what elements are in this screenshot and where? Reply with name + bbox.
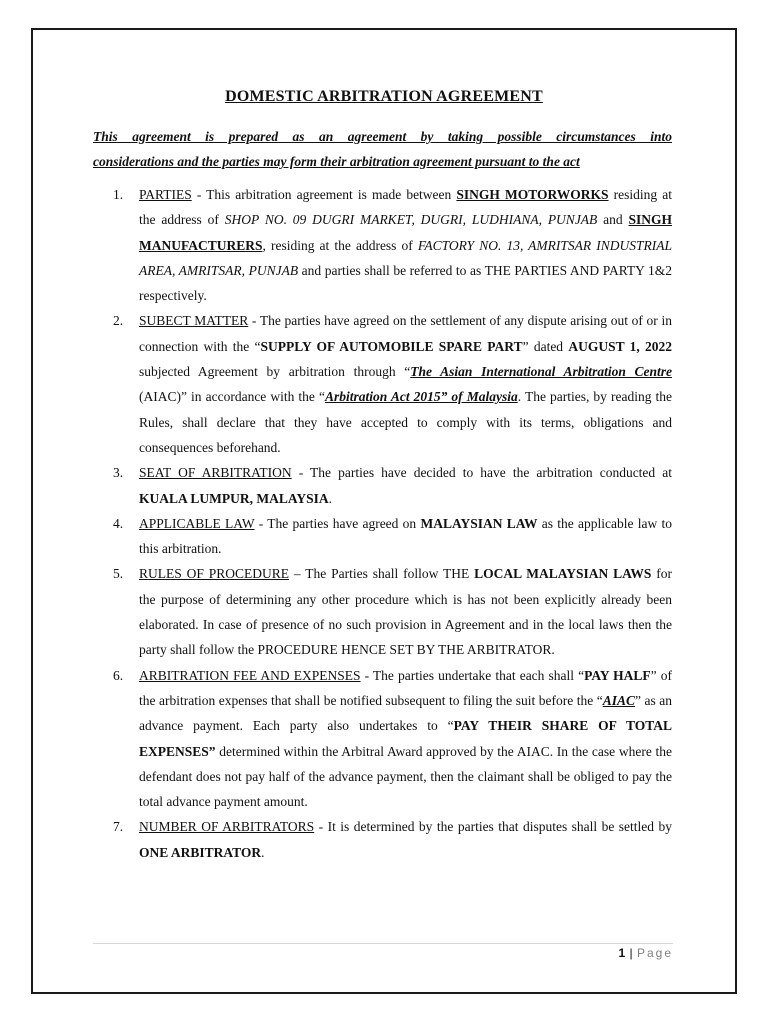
pay-share: PAY THEIR SHARE OF TOTAL EXPENSES”	[139, 718, 672, 759]
clause-text: - It is determined by the parties that disputes shall be settled by	[314, 819, 673, 835]
footer-divider	[93, 943, 673, 944]
page-label: Page	[636, 946, 673, 960]
clause-heading: RULES OF PROCEDURE	[139, 566, 290, 582]
clause-text: ” dated	[522, 338, 569, 354]
clause-number: 6.	[113, 667, 124, 683]
clause-text: residing at the address of	[139, 187, 672, 228]
clause-text: and parties shall be referred to as THE PARTIES AND PARTY 1&2 respectively.	[139, 262, 672, 304]
party-1-address: SHOP NO. 09 DUGRI MARKET, DUGRI, LUDHIANA, PUNJAB	[224, 212, 598, 228]
clause-number: 5.	[113, 566, 124, 582]
clause-text: and	[597, 212, 629, 228]
clause-text: - The parties undertake that each shall “	[360, 667, 585, 683]
clause-text: . The parties, by reading the Rules, shall declare that they have accepted to comply with its terms, obligations and consequences beforehand.	[139, 389, 673, 455]
clause-list	[104, 182, 672, 865]
document-subtitle	[93, 124, 672, 174]
clause-parties	[104, 182, 672, 308]
arbitrator-count: ONE ARBITRATOR	[139, 844, 262, 860]
agreement-date: AUGUST 1, 2022	[568, 338, 672, 354]
clause-text: ” of the arbitration expenses that shall be notified subsequent to filing the suit before the “	[139, 667, 672, 708]
arbitration-act: Arbitration Act 2015” of Malaysia	[324, 389, 518, 405]
clause-text: – The Parties shall follow THE	[289, 566, 475, 582]
applicable-law: MALAYSIAN LAW	[420, 515, 538, 531]
subtitle-line-2: considerations and the parties may form their arbitration agreement pursuant to the act	[93, 154, 580, 169]
clause-text: , residing at the address of	[262, 237, 418, 253]
clause-text: - The parties have agreed on the settlement of any dispute arising out of or in connection with the “	[139, 313, 672, 354]
arbitration-centre: The Asian International Arbitration Centre	[410, 364, 672, 380]
page-number: 1	[618, 946, 626, 960]
clause-text: (AIAC)” in accordance with the “	[139, 389, 325, 405]
clause-number: 3.	[113, 465, 124, 481]
clause-heading: NUMBER OF ARBITRATORS	[139, 819, 315, 835]
clause-text: - The parties have agreed on	[254, 515, 421, 531]
clause-number: 4.	[113, 515, 124, 531]
page-separator: |	[629, 946, 634, 960]
clause-applicable-law	[104, 511, 672, 562]
clause-heading: PARTIES	[139, 187, 192, 202]
subtitle-line-1: This agreement is prepared as an agreement by taking possible circumstances into	[93, 129, 672, 144]
clause-text: .	[328, 490, 333, 506]
clause-number: 2.	[113, 313, 124, 329]
subject-matter: SUPPLY OF AUTOMOBILE SPARE PART	[260, 338, 523, 354]
party-2-name: SINGH MANUFACTURERS	[139, 212, 672, 253]
clause-subject-matter	[104, 308, 672, 460]
clause-text: - The parties have decided to have the arbitration conducted at	[291, 465, 672, 481]
document-title: DOMESTIC ARBITRATION AGREEMENT	[225, 88, 543, 105]
clause-text: - This arbitration agreement is made between	[191, 187, 457, 202]
party-2-address: FACTORY NO. 13, AMRITSAR INDUSTRIAL AREA, AMRITSAR, PUNJAB	[139, 237, 673, 278]
party-1-name: SINGH MOTORWORKS	[456, 187, 609, 202]
clause-seat-of-arbitration	[104, 460, 672, 511]
clause-text: as the applicable law to this arbitration.	[139, 515, 673, 557]
arbitration-seat: KUALA LUMPUR, MALAYSIA	[139, 490, 329, 506]
clause-text: subjected Agreement by arbitration through “	[139, 364, 411, 380]
clause-heading: SEAT OF ARBITRATION	[139, 465, 292, 481]
aiac-reference: AIAC	[602, 692, 636, 708]
local-laws: LOCAL MALAYSIAN LAWS	[474, 566, 652, 582]
clause-heading: ARBITRATION FEE AND EXPENSES	[139, 667, 361, 683]
page-footer	[618, 946, 673, 960]
clause-number: 1.	[113, 187, 124, 202]
clause-heading: SUBECT MATTER	[139, 313, 249, 329]
clause-number: 7.	[113, 819, 124, 835]
clause-arbitration-fee	[104, 663, 672, 815]
clause-heading: APPLICABLE LAW	[139, 515, 255, 531]
clause-text: .	[261, 844, 265, 860]
pay-half: PAY HALF	[584, 667, 651, 683]
clause-text: ” as an advance payment. Each party also undertakes to “	[139, 692, 673, 734]
clause-rules-of-procedure	[104, 561, 672, 662]
clause-text: determined within the Arbitral Award approved by the AIAC. In the case where the defendant does not pay half of the advance payment, then the claimant shall be obliged to pay the total advance payment amount.	[139, 743, 672, 810]
clause-number-of-arbitrators	[104, 814, 672, 865]
clause-text: for the purpose of determining any other procedure which is has not been explicitly already been elaborated. In case of presence of no such provision in Agreement and in the local laws then the party shall follow the PROCEDURE HENCE SET BY THE ARBITRATOR.	[139, 566, 673, 658]
